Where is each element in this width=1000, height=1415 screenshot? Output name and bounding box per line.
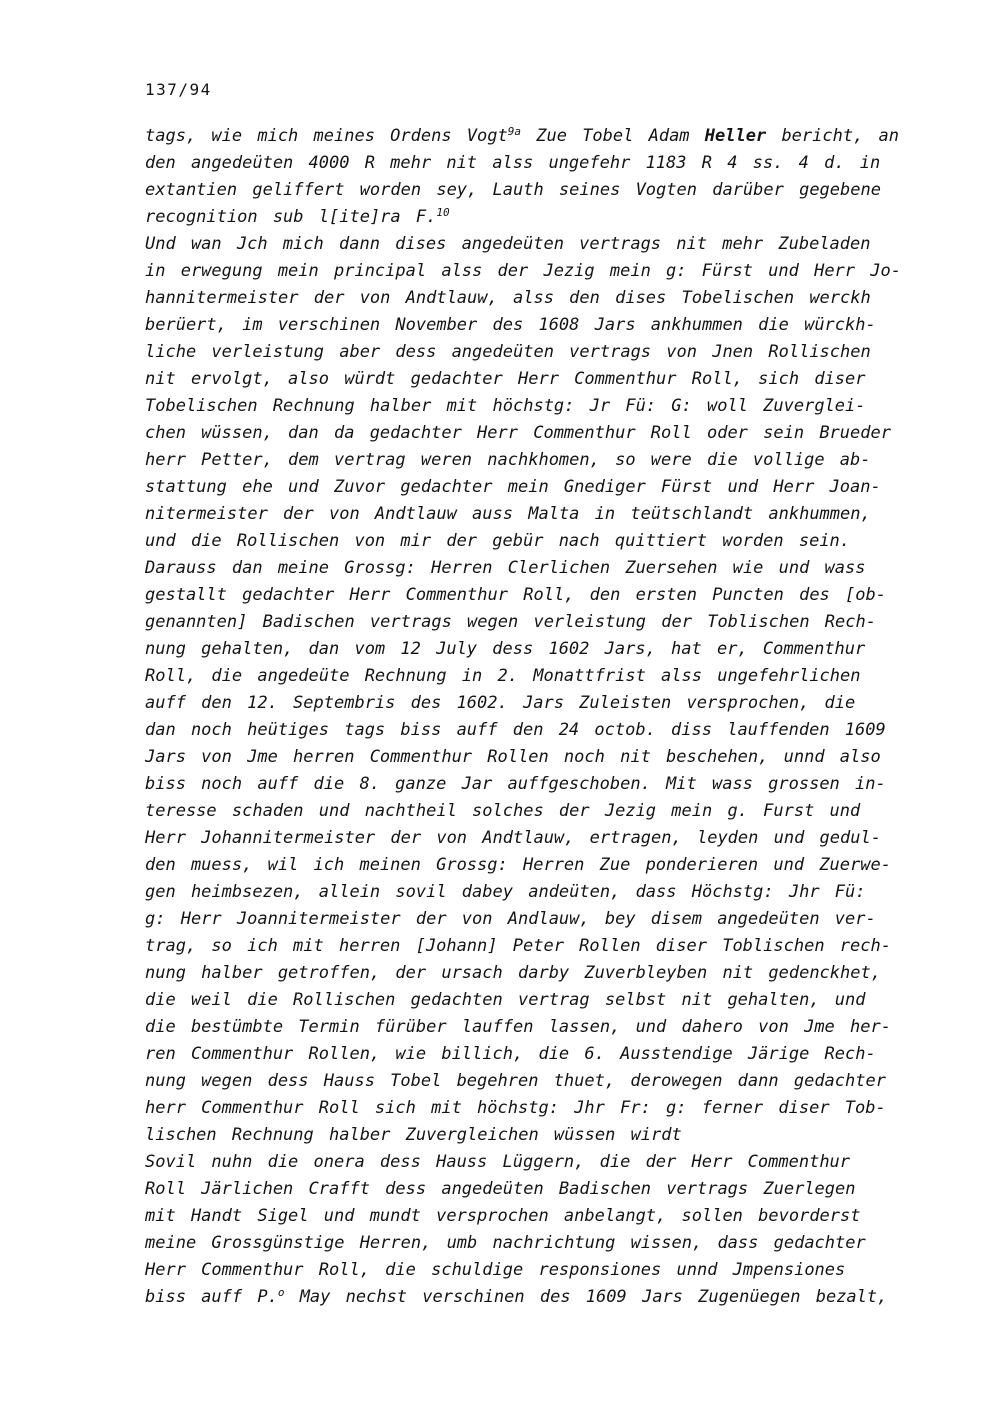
text-line: lischen Rechnung halber Zuvergleichen wüssen wirdt: [145, 1125, 682, 1145]
text-line: nit ervolgt, also würdt gedachter Herr Commenthur Roll, sich diser: [145, 369, 866, 389]
text-line: liche verleistung aber dess angedeüten vertrags von Jnen Rollischen: [145, 342, 871, 362]
text-line: nitermeister der von Andtlauw auss Malta in teütschlandt ankhummen,: [145, 504, 871, 524]
text-line: in erwegung mein principal alss der Jezig mein g: Fürst und Herr Jo-: [145, 261, 901, 281]
text-line: Roll, die angedeüte Rechnung in 2. Monattfrist alss ungefehrlichen: [145, 666, 861, 686]
text-line: Herr Commenthur Roll, die schuldige responsiones unnd Jmpensiones: [145, 1260, 846, 1280]
text-line: dan noch heütiges tags biss auff den 24 octob. diss lauffenden 1609: [145, 720, 886, 740]
text-line: Darauss dan meine Grossg: Herren Clerlichen Zuersehen wie und wass: [145, 558, 866, 578]
text-line: meine Grossgünstige Herren, umb nachrichtung wissen, dass gedachter: [145, 1233, 866, 1253]
text-line: chen wüssen, dan da gedachter Herr Commenthur Roll oder sein Brueder: [145, 423, 891, 443]
text-line: biss auff P.$^o$ May nechst verschinen des 1609 Jars Zugenüegen bezalt,: [145, 1286, 888, 1307]
text-line: den angedeüten 4000 R mehr nit alss ungefehr 1183 R 4 ss. 4 d. in: [145, 153, 881, 173]
text-line: Roll Järlichen Crafft dess angedeüten Badischen vertrags Zuerlegen: [145, 1179, 856, 1199]
text-line: die bestümbte Termin fürüber lauffen lassen, und dahero von Jme her-: [145, 1017, 891, 1037]
text-line: nung wegen dess Hauss Tobel begehren thuet, derowegen dann gedachter: [145, 1071, 886, 1091]
text-line: nung gehalten, dan vom 12 July dess 1602 Jars, hat er, Commenthur: [145, 639, 866, 659]
text-line: extantien geliffert worden sey, Lauth seines Vogten darüber gegebene: [145, 180, 881, 200]
text-line: und die Rollischen von mir der gebür nach quittiert worden sein.: [145, 531, 851, 551]
text-line: gestallt gedachter Herr Commenthur Roll, den ersten Puncten des [ob-: [145, 585, 886, 605]
text-line: berüert, im verschinen November des 1608 Jars ankhummen die würckh-: [145, 315, 876, 335]
text-line: gen heimbsezen, allein sovil dabey andeüten, dass Höchstg: Jhr Fü:: [145, 882, 866, 902]
text-line: Jars von Jme herren Commenthur Rollen noch nit beschehen, unnd also: [145, 747, 881, 767]
text-line: biss noch auff die 8. ganze Jar auffgeschoben. Mit wass grossen in-: [145, 774, 886, 794]
text-line: Und wan Jch mich dann dises angedeüten vertrags nit mehr Zubeladen: [145, 234, 871, 254]
text-line: Herr Johannitermeister der von Andtlauw, ertragen, leyden und gedul-: [145, 828, 881, 848]
text-line: stattung ehe und Zuvor gedachter mein Gnediger Fürst und Herr Joan-: [145, 477, 881, 497]
text-line: Sovil nuhn die onera dess Hauss Lüggern, die der Herr Commenthur: [145, 1152, 851, 1172]
text-line: ren Commenthur Rollen, wie billich, die 6. Ausstendige Järige Rech-: [145, 1044, 876, 1064]
text-line: nung halber getroffen, der ursach darby Zuverbleyben nit gedenckhet,: [145, 963, 881, 983]
text-line: teresse schaden und nachtheil solches der Jezig mein g. Furst und: [145, 801, 861, 821]
text-line: herr Commenthur Roll sich mit höchstg: Jhr Fr: g: ferner diser Tob-: [145, 1098, 886, 1118]
document-body: [145, 123, 915, 1311]
text-line: Tobelischen Rechnung halber mit höchstg: Jr Fü: G: woll Zuverglei-: [145, 396, 866, 416]
text-line: den muess, wil ich meinen Grossg: Herren Zue ponderieren und Zuerwe-: [145, 855, 891, 875]
text-line: die weil die Rollischen gedachten vertrag selbst nit gehalten, und: [145, 990, 866, 1010]
text-line: recognition sub l[ite]ra F.$^{10}$: [145, 206, 450, 227]
text-line: trag, so ich mit herren [Johann] Peter Rollen diser Toblischen rech-: [145, 936, 891, 956]
text-line: hannitermeister der von Andtlauw, alss den dises Tobelischen werckh: [145, 288, 871, 308]
page-number: 137/94: [145, 80, 212, 99]
text-line: g: Herr Joannitermeister der von Andlauw, bey disem angedeüten ver-: [145, 909, 876, 929]
text-line: tags, wie mich meines Ordens Vogt$^{9a}$ Zue Tobel Adam Heller bericht, an: [145, 125, 900, 146]
text-line: auff den 12. Septembris des 1602. Jars Zuleisten versprochen, die: [145, 693, 856, 713]
text-line: mit Handt Sigel und mundt versprochen anbelangt, sollen bevorderst: [145, 1206, 861, 1226]
text-line: genannten] Badischen vertrags wegen verleistung der Toblischen Rech-: [145, 612, 876, 632]
text-line: herr Petter, dem vertrag weren nachkhomen, so were die vollige ab-: [145, 450, 871, 470]
